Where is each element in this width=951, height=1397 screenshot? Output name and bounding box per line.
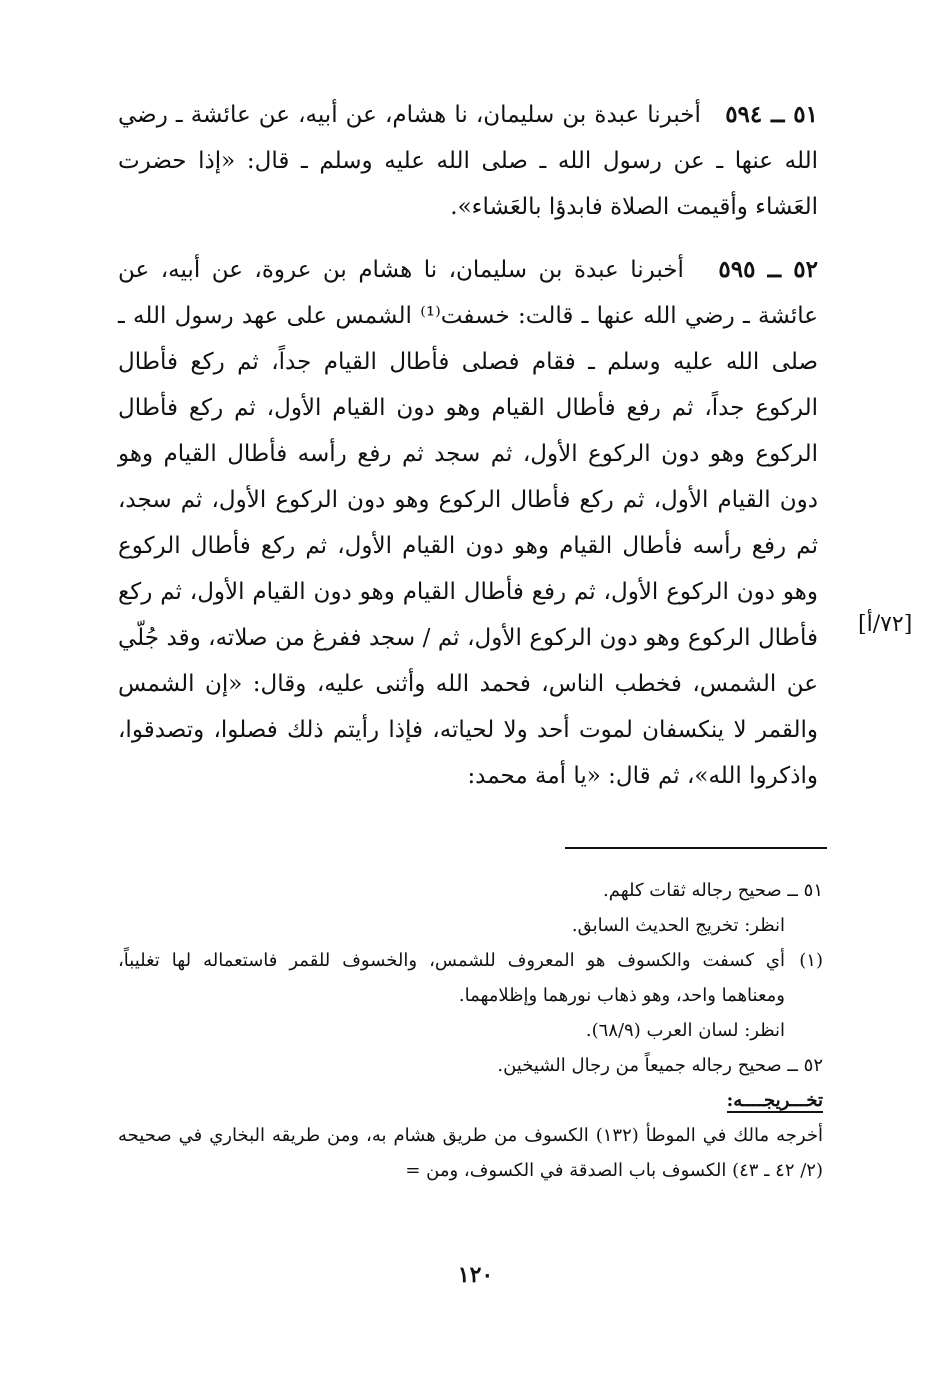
note-51-see: انظر: تخريج الحديث السابق. [571, 915, 785, 936]
note-52: ٥٢ ــ صحيح رجاله جميعاً من رجال الشيخين. [497, 1055, 823, 1076]
footnote-1 [118, 943, 823, 1013]
page-number: ١٢٠ [457, 1262, 494, 1288]
manuscript-folio-reference: [٧٢/أ] [858, 612, 913, 637]
hadith-51-number: ٥١ ــ ٥٩٤ [725, 101, 819, 128]
hadith-52-number: ٥٢ ــ ٥٩٥ [718, 256, 818, 283]
hadith-52 [118, 247, 818, 799]
hadith-51 [118, 92, 818, 230]
footnote-1-mark: (١) [799, 950, 823, 971]
footnote-1-text: أي كسفت والكسوف هو المعروف للشمس، والخسوف للقمر فاستعماله لها تغليباً، ومعناهما واحد، وهو ذهاب نورهما وإظلامهما. [118, 950, 785, 1006]
footnote-separator [565, 847, 827, 849]
hadith-52-text: أخبرنا عبدة بن سليمان، نا هشام بن عروة، عن أبيه، عن عائشة ـ رضي الله عنها ـ قالت: خسفت⁽¹⁾ الشمس على عهد رسول الله ـ صلى الله عليه وسلم ـ فقام فصلى فأطال القيام جداً، ثم ركع فأطال الركوع جداً، ثم رفع فأطال القيام وهو دون القيام الأول، ثم ركع فأطال الركوع وهو دون الركوع الأول، ثم سجد ثم رفع رأسه فأطال القيام وهو دون القيام الأول، ثم ركع فأطال الركوع وهو دون الركوع الأول، ثم سجد، ثم رفع رأسه فأطال القيام وهو دون القيام الأول، ثم ركع فأطال الركوع وهو دون الركوع الأول، ثم رفع فأطال القيام وهو دون القيام الأول، ثم ركع فأطال الركوع وهو دون الركوع الأول، ثم / سجد ففرغ من صلاته، وقد جُلّي عن الشمس، فخطب الناس، فحمد الله وأثنى عليه، وقال: «إن الشمس والقمر لا ينكسفان لموت أحد ولا لحياته، فإذا رأيتم ذلك فصلوا، وتصدقوا، واذكروا الله»، ثم قال: «يا أمة محمد: [118, 257, 818, 789]
takhrij-heading: تخـــريجــــه: [726, 1090, 823, 1111]
takhrij-text: أخرجه مالك في الموطأ (١٣٢) الكسوف من طريق هشام به، ومن طريقه البخاري في صحيحه (٢/ ٤٢ ـ ٤٣) الكسوف باب الصدقة في الكسوف، ومن = [118, 1125, 823, 1181]
footnote-1-see: انظر: لسان العرب (٦٨/٩). [585, 1020, 785, 1041]
hadith-51-text: أخبرنا عبدة بن سليمان، نا هشام، عن أبيه، عن عائشة ـ رضي الله عنها ـ عن رسول الله ـ صلى الله عليه وسلم ـ قال: «إذا حضرت العَشاء وأقيمت الصلاة فابدؤا بالعَشاء». [118, 102, 818, 220]
note-51: ٥١ ــ صحيح رجاله ثقات كلهم. [603, 880, 823, 901]
footnotes [118, 873, 823, 1188]
